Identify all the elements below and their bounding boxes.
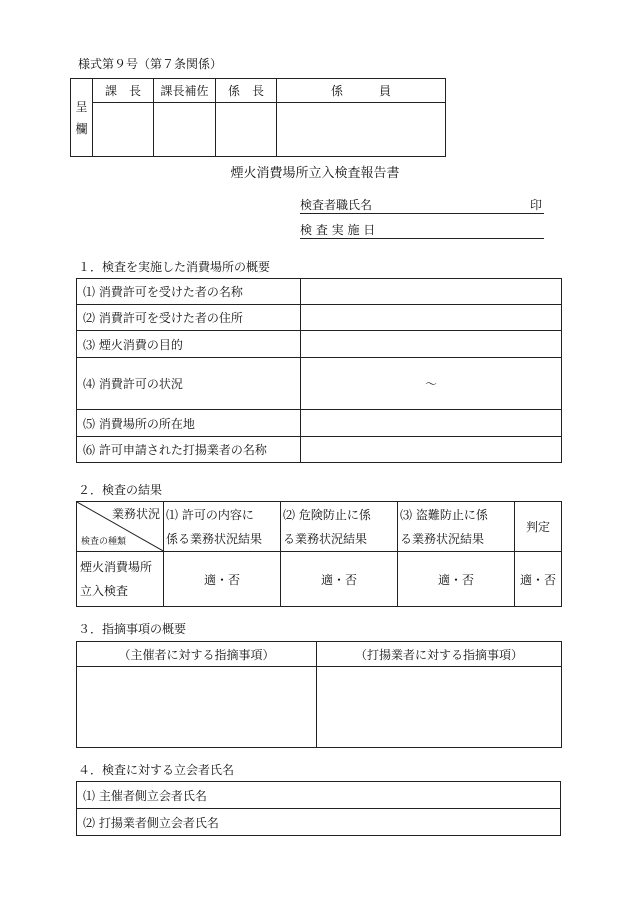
result-col-3-line2: る業務状況結果 <box>400 531 485 546</box>
fireworks-witness-field[interactable]: ⑵ 打揚業者側立会者氏名 <box>77 809 561 836</box>
fireworks-findings-field[interactable] <box>317 667 562 748</box>
seal-mark: 印 <box>529 198 542 212</box>
result-col-1-line2: 係る業務状況結果 <box>166 531 263 546</box>
section1-value[interactable] <box>301 410 562 437</box>
approval-stamp-kakariin[interactable] <box>277 103 446 157</box>
section2-heading: ２．検査の結果 <box>78 483 163 497</box>
result-value-1[interactable]: 適・否 <box>164 552 281 607</box>
table-row <box>77 437 562 463</box>
section1-value[interactable] <box>301 279 562 305</box>
diag-bottom-label: 検査の種類 <box>81 537 127 547</box>
section1-heading: １．検査を実施した消費場所の概要 <box>78 260 271 274</box>
section3-heading: ３．指摘事項の概要 <box>78 622 187 636</box>
result-row-label-line2: 立入検査 <box>80 584 129 598</box>
table-row <box>77 809 561 836</box>
section1-label: ⑶ 煙火消費の目的 <box>77 331 301 358</box>
judgement-value[interactable]: 適・否 <box>515 552 562 607</box>
organizer-findings-header: （主催者に対する指摘事項） <box>77 642 317 667</box>
result-col-2-line2: る業務状況結果 <box>283 531 368 546</box>
result-row-label <box>77 552 164 607</box>
diag-top-label: 業務状況 <box>111 507 160 521</box>
organizer-witness-field[interactable]: ⑴ 主催者側立会者氏名 <box>77 782 561 809</box>
section1-label: ⑴ 消費許可を受けた者の名称 <box>77 279 301 305</box>
result-col-1-line1: ⑴ 許可の内容に <box>166 507 254 522</box>
section1-value[interactable] <box>301 305 562 331</box>
table-row <box>77 305 562 331</box>
organizer-findings-field[interactable] <box>77 667 317 748</box>
approval-row-label-2: 欄 <box>75 121 88 136</box>
section1-label: ⑸ 消費場所の所在地 <box>77 410 301 437</box>
approval-col-kakariin: 係 員 <box>277 79 446 103</box>
approval-col-kacho: 課 長 <box>93 79 154 103</box>
inspector-name-line[interactable] <box>300 196 544 214</box>
result-value-2[interactable]: 適・否 <box>281 552 398 607</box>
approval-stamp-kacho[interactable] <box>93 103 154 157</box>
table-row <box>77 279 562 305</box>
table-row <box>77 331 562 358</box>
section1-table <box>76 278 562 463</box>
fireworks-findings-header: （打揚業者に対する指摘事項） <box>317 642 562 667</box>
approval-row-label-1: 呈 <box>75 99 88 114</box>
section2-table <box>76 501 562 607</box>
section1-value[interactable] <box>301 437 562 463</box>
inspection-date-label: 検 査 実 施 日 <box>300 223 376 237</box>
result-col-2 <box>281 502 398 552</box>
approval-stamp-kacho-hosa[interactable] <box>154 103 216 157</box>
section3-table <box>76 641 562 748</box>
result-col-1 <box>164 502 281 552</box>
approval-col-kacho-hosa: 課長補佐 <box>154 79 216 103</box>
approval-stamp-kakaricho[interactable] <box>216 103 277 157</box>
judgement-header: 判定 <box>515 502 562 552</box>
report-title: 煙火消費場所立入検査報告書 <box>230 166 400 181</box>
section1-value[interactable]: ～ <box>301 358 562 410</box>
section1-label: ⑵ 消費許可を受けた者の住所 <box>77 305 301 331</box>
table-row <box>77 782 561 809</box>
inspection-date-line[interactable] <box>300 221 544 239</box>
result-col-3-line1: ⑶ 盗難防止に係 <box>400 507 488 522</box>
result-col-3 <box>398 502 515 552</box>
result-col-2-line1: ⑵ 危険防止に係 <box>283 507 371 522</box>
section4-heading: ４．検査に対する立会者氏名 <box>78 763 235 777</box>
table-row <box>77 358 562 410</box>
approval-table <box>70 78 446 157</box>
section1-label: ⑷ 消費許可の状況 <box>77 358 301 410</box>
section1-value[interactable] <box>301 331 562 358</box>
approval-col-kakaricho: 係 長 <box>216 79 277 103</box>
form-number: 様式第９号（第７条関係） <box>78 57 223 71</box>
diagonal-header-cell <box>77 502 164 552</box>
inspector-name-label: 検査者職氏名 <box>300 198 373 212</box>
approval-row-label <box>71 79 93 157</box>
section4-table <box>76 781 561 836</box>
section1-label: ⑹ 許可申請された打揚業者の名称 <box>77 437 301 463</box>
result-row-label-line1: 煙火消費場所 <box>80 560 153 574</box>
result-value-3[interactable]: 適・否 <box>398 552 515 607</box>
table-row <box>77 410 562 437</box>
